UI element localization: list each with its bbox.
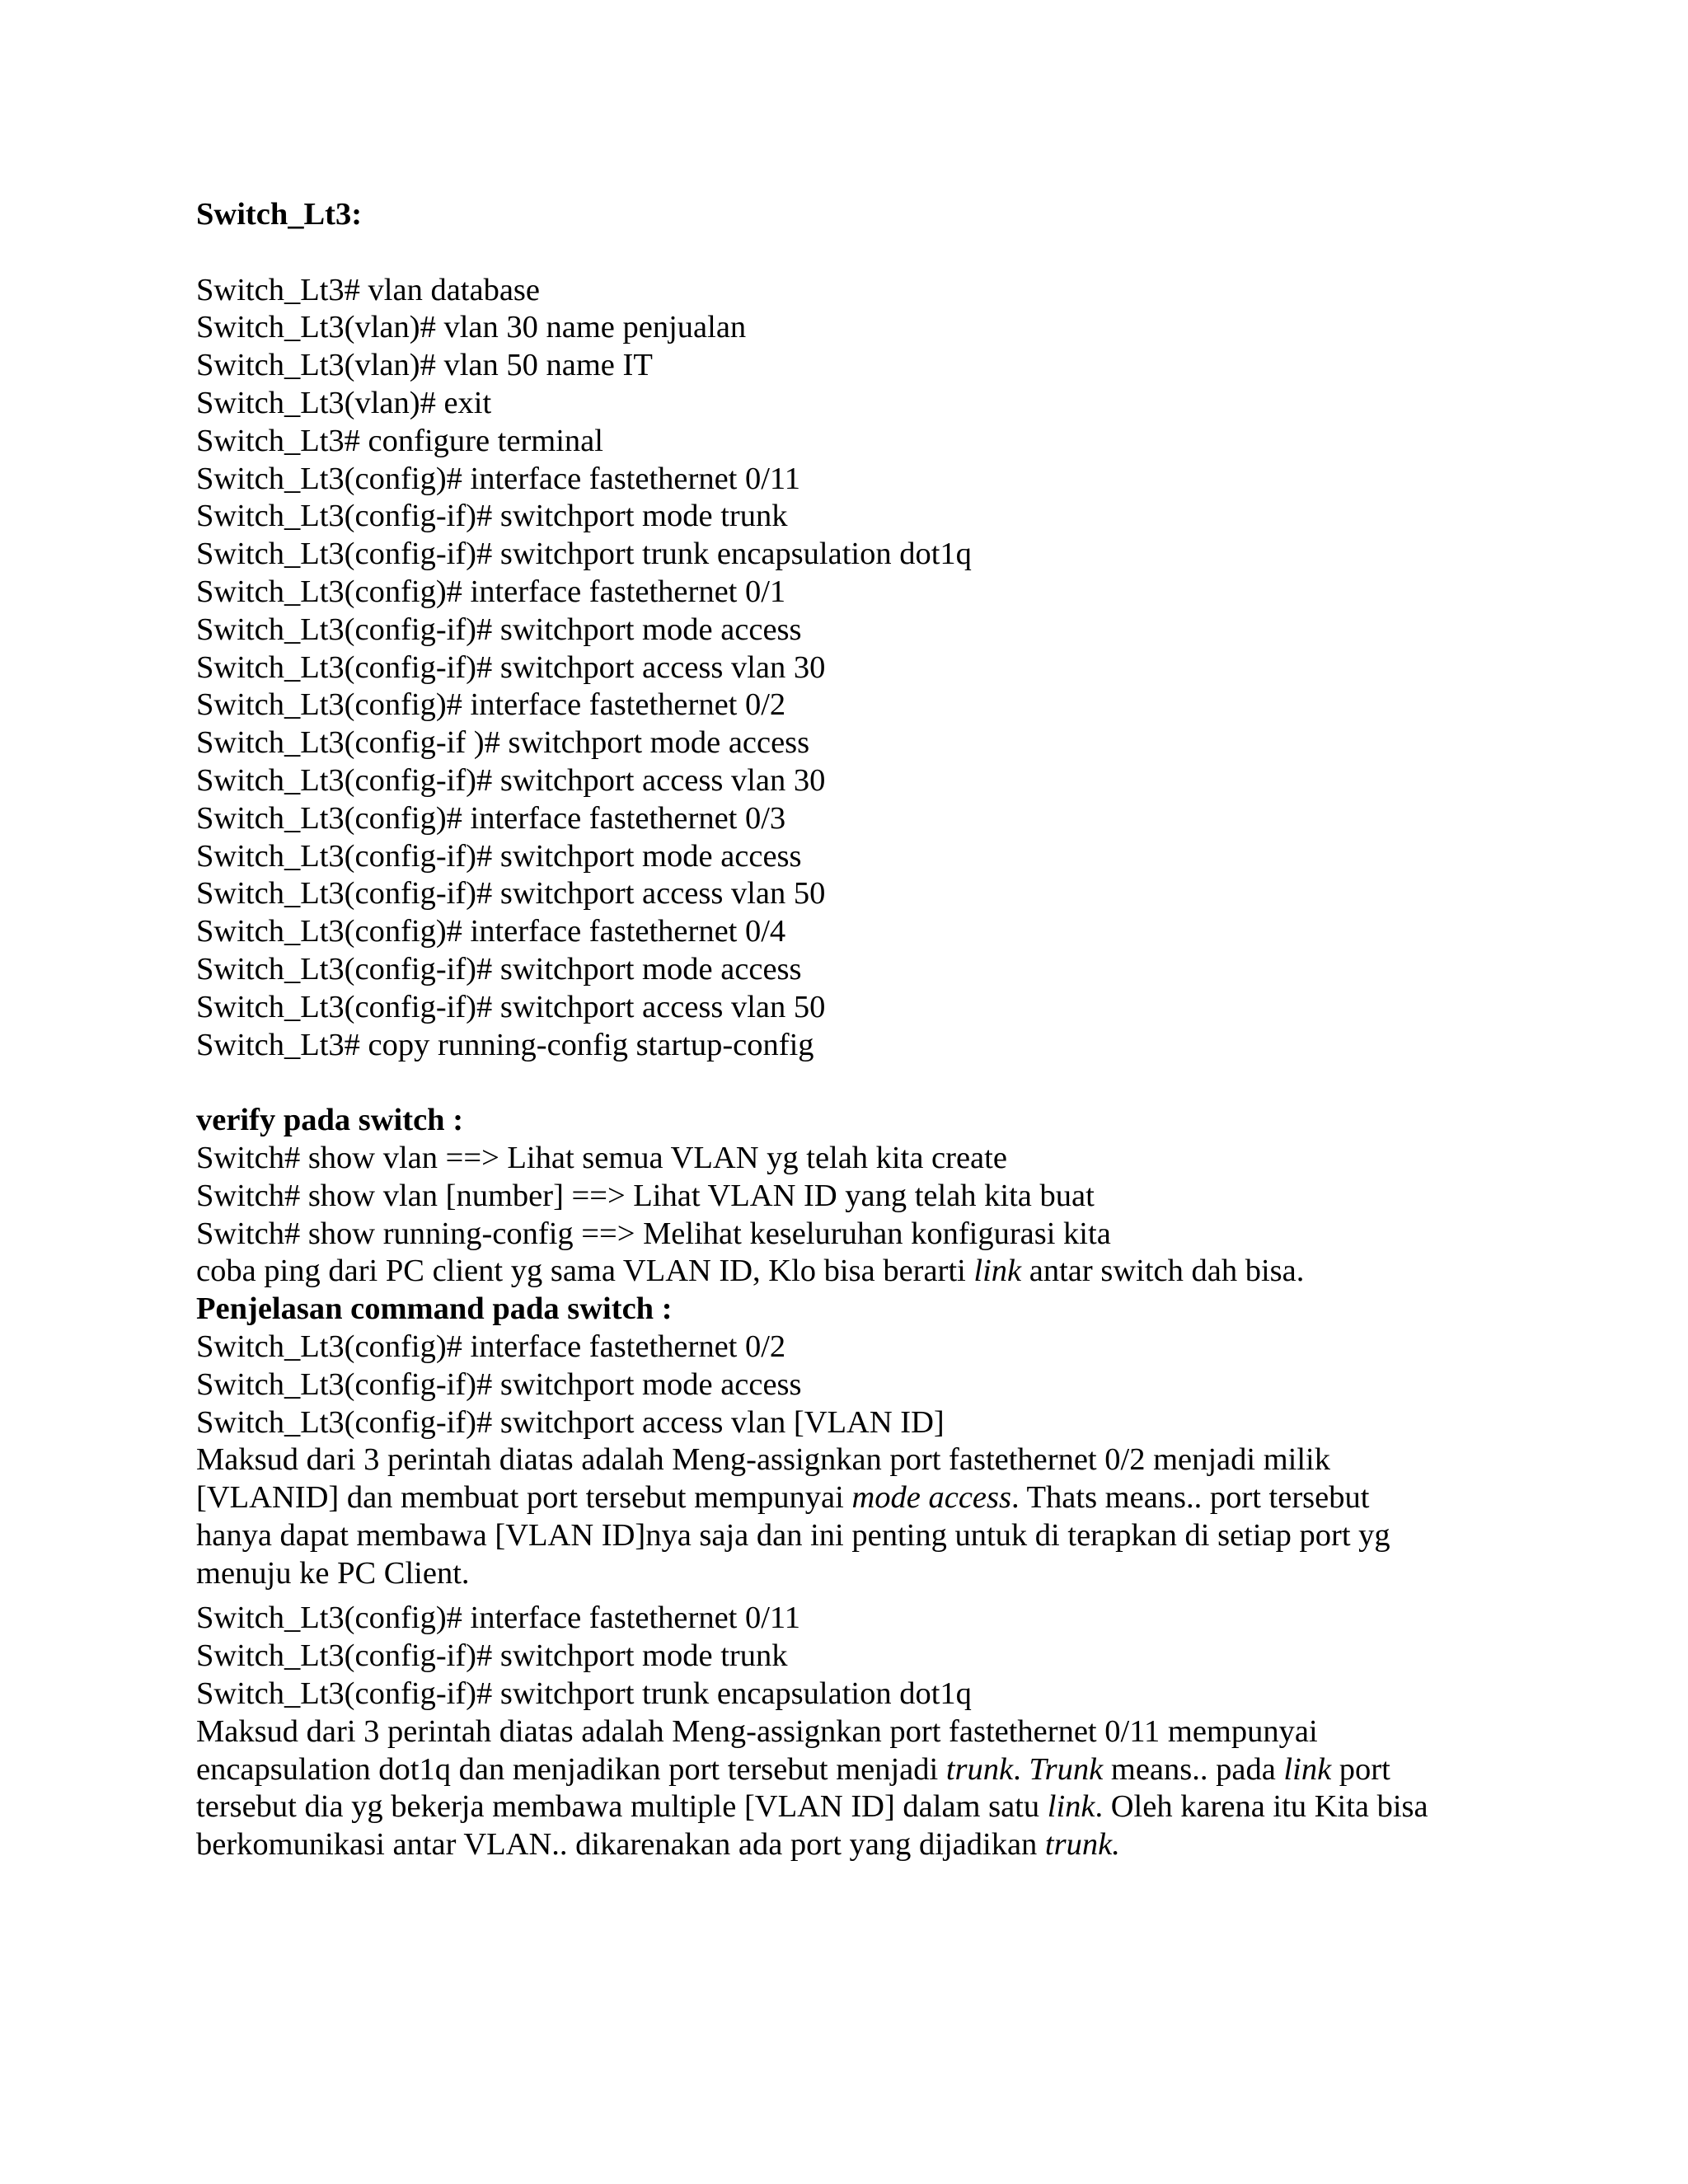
- paragraph-line: hanya dapat membawa [VLAN ID]nya saja dan ini penting untuk di terapkan di setiap port yg: [196, 1517, 1390, 1553]
- explanation-command: Switch_Lt3(config-if)# switchport access vlan [VLAN ID]: [196, 1404, 945, 1440]
- config-line: Switch_Lt3# vlan database: [196, 272, 540, 307]
- paragraph-text: encapsulation dot1q dan menjadikan port tersebut menjadi: [196, 1751, 946, 1787]
- config-line: Switch_Lt3(config)# interface fastethernet 0/11: [196, 461, 801, 496]
- explanation-command: Switch_Lt3(config-if)# switchport mode trunk: [196, 1638, 788, 1674]
- paragraph-text: . Thats means.. port tersebut: [1010, 1480, 1370, 1516]
- ping-note-text: coba ping dari PC client yg sama VLAN ID, Klo bisa berarti: [196, 1254, 974, 1289]
- explanation-paragraph-2: [196, 1713, 1515, 1864]
- config-line: Switch_Lt3(config-if)# switchport trunk encapsulation dot1q: [196, 537, 972, 572]
- paragraph-line: [196, 1826, 1515, 1864]
- config-line: Switch_Lt3(config-if)# switchport mode access: [196, 951, 802, 987]
- verify-block: [196, 1102, 1515, 1291]
- paragraph-text: . Oleh karena itu Kita bisa: [1095, 1789, 1428, 1825]
- config-line: Switch_Lt3(config)# interface fastethernet 0/1: [196, 574, 786, 609]
- config-line: Switch_Lt3(config)# interface fastethernet 0/4: [196, 914, 786, 949]
- paragraph-line: [196, 1479, 1515, 1517]
- config-line: Switch_Lt3(config-if)# switchport mode access: [196, 838, 802, 874]
- paragraph-text: .: [1013, 1751, 1029, 1787]
- config-line: Switch_Lt3(vlan)# vlan 50 name IT: [196, 348, 653, 383]
- document-page: [196, 196, 1515, 1864]
- ping-note: [196, 1253, 1515, 1291]
- verify-line: Switch# show running-config ==> Melihat keseluruhan konfigurasi kita: [196, 1216, 1111, 1251]
- config-line: Switch_Lt3(vlan)# exit: [196, 385, 492, 420]
- config-line: Switch_Lt3(config-if)# switchport mode access: [196, 612, 802, 647]
- paragraph-em: mode access: [851, 1480, 1011, 1516]
- explanation-command: Switch_Lt3(config)# interface fastethernet 0/2: [196, 1329, 786, 1364]
- config-line: Switch_Lt3(vlan)# vlan 30 name penjualan: [196, 310, 747, 345]
- paragraph-text: port: [1331, 1751, 1390, 1787]
- verify-line: Switch# show vlan [number] ==> Lihat VLAN ID yang telah kita buat: [196, 1178, 1095, 1213]
- config-line: Switch_Lt3(config-if)# switchport access vlan 50: [196, 989, 826, 1024]
- section-heading: Switch_Lt3:: [196, 197, 363, 232]
- paragraph-text: tersebut dia yg bekerja membawa multiple [VLAN ID] dalam satu: [196, 1789, 1048, 1825]
- config-line: Switch_Lt3(config-if )# switchport mode access: [196, 725, 810, 761]
- paragraph-line: [196, 1751, 1515, 1789]
- ping-note-em: link: [973, 1254, 1022, 1289]
- explanation-heading: Penjelasan command pada switch :: [196, 1291, 673, 1327]
- paragraph-line: Maksud dari 3 perintah diatas adalah Meng-assignkan port fastethernet 0/11 mempunyai: [196, 1713, 1318, 1749]
- config-line: Switch_Lt3(config)# interface fastethernet 0/3: [196, 800, 786, 836]
- paragraph-em: trunk.: [1044, 1827, 1120, 1863]
- paragraph-text: means.. pada: [1103, 1751, 1284, 1787]
- paragraph-line: menuju ke PC Client.: [196, 1555, 470, 1591]
- config-line: Switch_Lt3(config-if)# switchport access vlan 30: [196, 649, 826, 685]
- spacer: [196, 1064, 1515, 1102]
- config-line: Switch_Lt3(config-if)# switchport mode trunk: [196, 499, 788, 534]
- explanation-command: Switch_Lt3(config)# interface fastethernet 0/11: [196, 1601, 801, 1636]
- verify-heading: verify pada switch :: [196, 1103, 464, 1138]
- paragraph-em: Trunk: [1029, 1751, 1104, 1787]
- paragraph-em: link: [1047, 1789, 1095, 1825]
- paragraph-em: link: [1283, 1751, 1332, 1787]
- explanation-command: Switch_Lt3(config-if)# switchport trunk encapsulation dot1q: [196, 1676, 972, 1712]
- paragraph-line: Maksud dari 3 perintah diatas adalah Meng-assignkan port fastethernet 0/2 menjadi milik: [196, 1442, 1330, 1478]
- config-block: [196, 272, 1515, 1065]
- config-line: Switch_Lt3(config-if)# switchport access vlan 50: [196, 876, 826, 912]
- explanation-block: [196, 1291, 1515, 1864]
- config-line: Switch_Lt3# copy running-config startup-config: [196, 1027, 814, 1062]
- paragraph-text: berkomunikasi antar VLAN.. dikarenakan ada port yang dijadikan: [196, 1827, 1045, 1863]
- paragraph-line: [196, 1788, 1515, 1826]
- config-line: Switch_Lt3(config)# interface fastethernet 0/2: [196, 687, 786, 723]
- explanation-paragraph-1: [196, 1441, 1515, 1592]
- config-line: Switch_Lt3(config-if)# switchport access vlan 30: [196, 762, 826, 798]
- ping-note-text: antar switch dah bisa.: [1021, 1254, 1305, 1289]
- spacer: [196, 234, 1515, 272]
- paragraph-em: trunk: [945, 1751, 1014, 1787]
- config-line: Switch_Lt3# configure terminal: [196, 423, 603, 458]
- paragraph-text: [VLANID] dan membuat port tersebut mempunyai: [196, 1480, 852, 1516]
- spacer: [196, 1592, 1515, 1600]
- explanation-command: Switch_Lt3(config-if)# switchport mode access: [196, 1366, 802, 1402]
- verify-line: Switch# show vlan ==> Lihat semua VLAN yg telah kita create: [196, 1140, 1007, 1175]
